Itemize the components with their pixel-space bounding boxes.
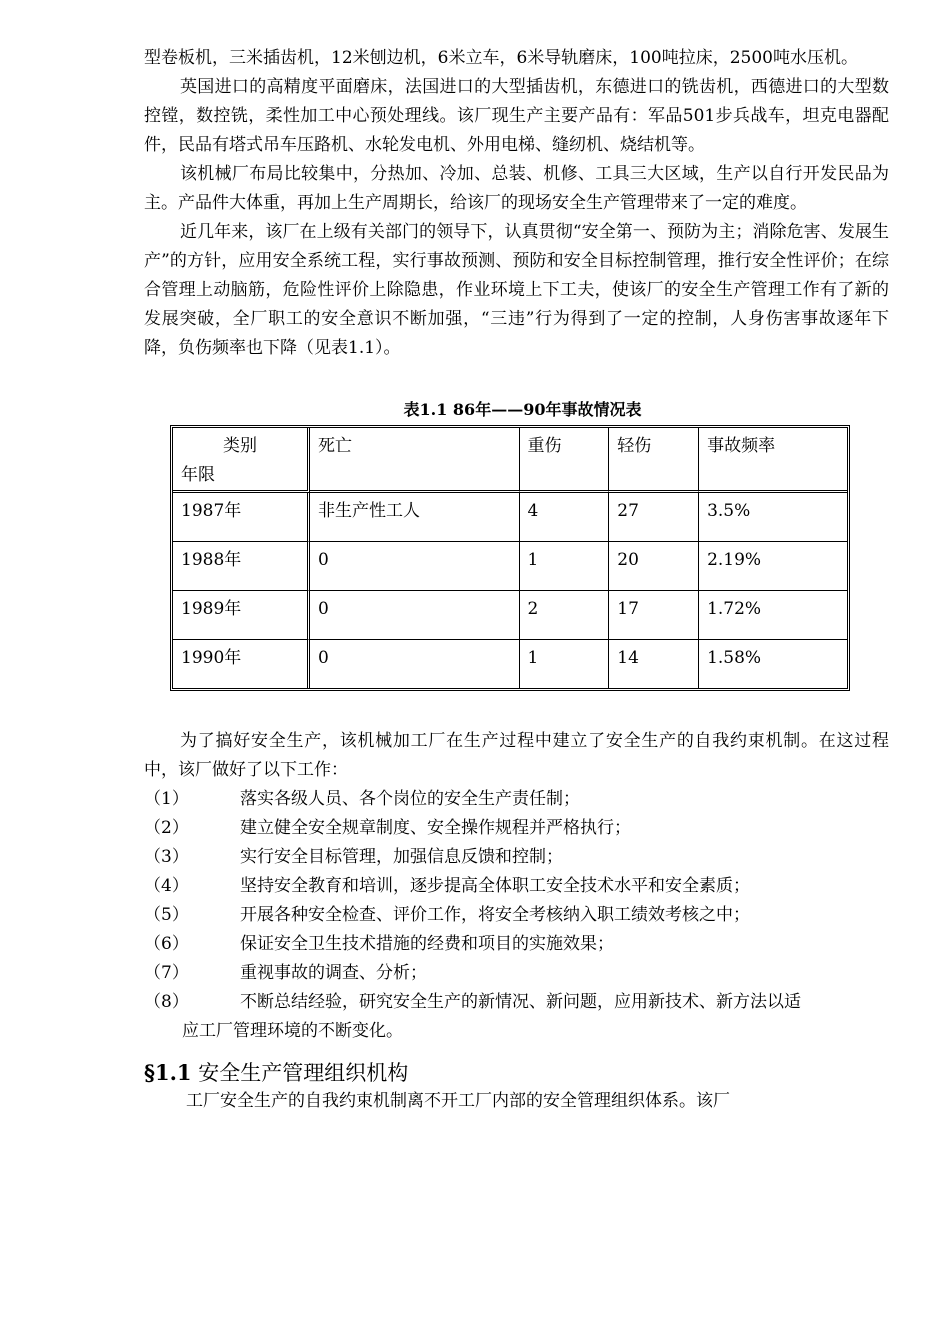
- cell-serious: 1: [520, 542, 610, 591]
- list-item-continuation: 应工厂管理环境的不断变化。: [182, 1021, 403, 1041]
- list-item: [144, 930, 889, 959]
- list-item-text: 重视事故的调查、分析；: [240, 963, 427, 983]
- header-serious: 重伤: [520, 428, 610, 493]
- list-item-number: （7）: [144, 963, 189, 983]
- table-row: [173, 591, 847, 640]
- list-item-number: （8）: [144, 992, 189, 1012]
- header-death: 死亡: [310, 428, 520, 493]
- cell-death: 0: [310, 640, 520, 688]
- list-item: [144, 959, 889, 988]
- list-item: [144, 843, 889, 872]
- list-item-number: （2）: [144, 818, 189, 838]
- list-item-number: （6）: [144, 934, 189, 954]
- document-page: [144, 44, 889, 1114]
- cell-death: 非生产性工人: [310, 493, 520, 542]
- list-item-number: （5）: [144, 905, 189, 925]
- list-item-text: 建立健全安全规章制度、安全操作规程并严格执行；: [240, 818, 631, 838]
- table-row: [173, 493, 847, 542]
- table-row: [173, 542, 847, 591]
- header-corner-cell: [173, 428, 310, 493]
- cell-minor: 20: [609, 542, 699, 591]
- cell-minor: 14: [609, 640, 699, 688]
- list-item: [144, 814, 889, 843]
- cell-serious: 2: [520, 591, 610, 640]
- list-item-text: 坚持安全教育和培训，逐步提高全体职工安全技术水平和安全素质；: [240, 876, 750, 896]
- list-item-text: 开展各种安全检查、评价工作，将安全考核纳入职工绩效考核之中；: [240, 905, 750, 925]
- cell-death: 0: [310, 591, 520, 640]
- cell-death: 0: [310, 542, 520, 591]
- list-item-text: 保证安全卫生技术措施的经费和项目的实施效果；: [240, 934, 614, 954]
- header-year-label: 年限: [181, 465, 215, 485]
- header-minor: 轻伤: [609, 428, 699, 493]
- list-item-text: 落实各级人员、各个岗位的安全生产责任制；: [240, 789, 580, 809]
- header-rate: 事故频率: [699, 428, 847, 493]
- list-item-number: （4）: [144, 876, 189, 896]
- list-item-number: （1）: [144, 789, 189, 809]
- list-item-text: 不断总结经验，研究安全生产的新情况、新问题，应用新技术、新方法以适: [240, 992, 801, 1012]
- list-item-number: （3）: [144, 847, 189, 867]
- paragraph-equipment-list: 型卷板机，三米插齿机，12米刨边机，6米立车，6米导轨磨床，100吨拉床，2500吨水压机。: [144, 48, 858, 68]
- list-item: [144, 785, 889, 814]
- measures-list: [144, 785, 889, 1046]
- paragraph-self-restraint: 为了搞好安全生产，该机械加工厂在生产过程中建立了安全生产的自我约束机制。在这过程中，该厂做好了以下工作：: [144, 731, 889, 780]
- list-item: [144, 988, 889, 1017]
- cell-rate: 1.72%: [699, 591, 847, 640]
- cell-year: 1988年: [173, 542, 310, 591]
- cell-minor: 27: [609, 493, 699, 542]
- paragraph-imported-equipment: 英国进口的高精度平面磨床，法国进口的大型插齿机，东德进口的铣齿机，西德进口的大型数控镗，数控铣，柔性加工中心预处理线。该厂现生产主要产品有：军品501步兵战车，坦克电器配件，民品有塔式吊车压路机、水轮发电机、外用电梯、缝纫机、烧结机等。: [144, 77, 889, 155]
- cell-serious: 4: [520, 493, 610, 542]
- list-item: [144, 901, 889, 930]
- section-first-line: 工厂安全生产的自我约束机制离不开工厂内部的安全管理组织体系。该厂: [186, 1091, 730, 1111]
- cell-rate: 2.19%: [699, 542, 847, 591]
- cell-year: 1989年: [173, 591, 310, 640]
- cell-year: 1990年: [173, 640, 310, 688]
- paragraph-layout: 该机械厂布局比较集中，分热加、冷加、总装、机修、工具三大区域，生产以自行开发民品为主。产品件大体重，再加上生产周期长，给该厂的现场安全生产管理带来了一定的难度。: [144, 164, 889, 213]
- cell-year: 1987年: [173, 493, 310, 542]
- table-row: [173, 640, 847, 688]
- accident-table: [170, 425, 850, 691]
- header-category-label: 类别: [223, 436, 257, 456]
- cell-minor: 17: [609, 591, 699, 640]
- cell-rate: 1.58%: [707, 648, 762, 668]
- section-title: 安全生产管理组织机构: [198, 1061, 409, 1085]
- section-heading: [144, 1058, 889, 1088]
- cell-rate: 3.5%: [699, 493, 847, 542]
- table-header-row: [173, 428, 847, 493]
- list-item-text: 实行安全目标管理，加强信息反馈和控制；: [240, 847, 563, 867]
- cell-serious: 1: [520, 640, 610, 688]
- section-number: §1.1: [144, 1060, 192, 1085]
- list-item: [144, 872, 889, 901]
- paragraph-recent-years: 近几年来，该厂在上级有关部门的领导下，认真贯彻“安全第一、预防为主；消除危害、发展生产”的方针，应用安全系统工程，实行事故预测、预防和安全目标控制管理，推行安全性评价；在综合管理上动脑筋，危险性评价上除隐患，作业环境上下工夫，使该厂的安全生产管理工作有了新的发展突破，全厂职工的安全意识不断加强，“三违”行为得到了一定的控制，人身伤害事故逐年下降，负伤频率也下降（见表1.1）。: [144, 222, 889, 358]
- table-caption: 表1.1 86年——90年事故情况表: [403, 400, 642, 419]
